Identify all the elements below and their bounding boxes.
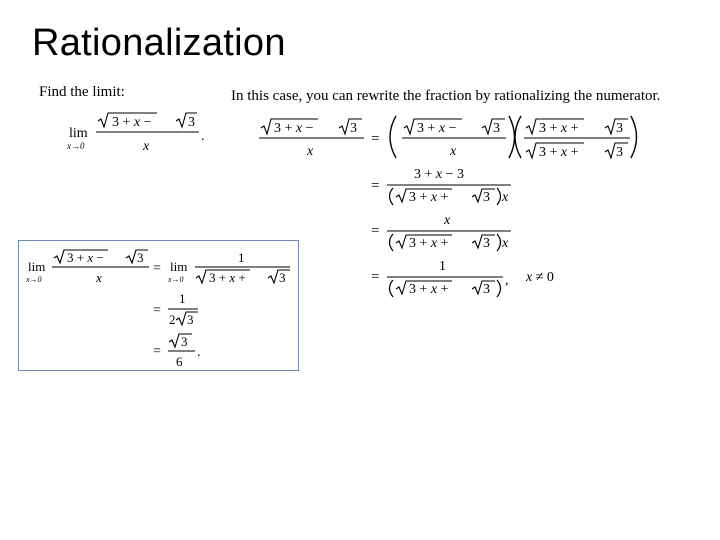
svg-text:3: 3: [483, 282, 490, 297]
svg-text:x: x: [307, 144, 314, 159]
svg-text:1: 1: [238, 250, 245, 265]
svg-text:x→0: x→0: [168, 275, 184, 284]
svg-text:=: =: [153, 344, 161, 359]
problem-prompt: Find the limit:: [39, 84, 125, 100]
svg-text:x: x: [450, 144, 457, 159]
step-1: [259, 116, 637, 160]
svg-text:=: =: [153, 261, 161, 276]
svg-text:3 + x +: 3 + x +: [409, 190, 449, 205]
svg-text:,: ,: [505, 273, 509, 288]
svg-text:3 + x −: 3 + x −: [67, 250, 104, 265]
problem-num-b: 3: [188, 115, 195, 130]
svg-text:x: x: [502, 190, 509, 205]
svg-text:3 + x +: 3 + x +: [539, 121, 579, 136]
explanation-intro: In this case, you can rewrite the fraction by rationalizing the numerator.: [231, 88, 661, 104]
svg-text:x: x: [96, 270, 102, 285]
svg-text:=: =: [371, 269, 380, 285]
svg-text:lim: lim: [28, 259, 46, 274]
solution-box: [18, 240, 299, 371]
step-1-equals: =: [371, 131, 380, 147]
svg-text:x→0: x→0: [26, 275, 42, 284]
svg-text:1: 1: [439, 259, 446, 274]
svg-text:3: 3: [493, 121, 500, 136]
svg-text:3: 3: [616, 121, 623, 136]
svg-text:3: 3: [616, 145, 623, 160]
step-3: [371, 213, 511, 251]
svg-text:lim: lim: [170, 259, 188, 274]
step-2: [371, 167, 511, 205]
slide-title: Rationalization: [32, 22, 286, 64]
problem-lim: lim: [69, 126, 88, 141]
svg-text:=: =: [371, 178, 380, 194]
svg-text:3 + x −: 3 + x −: [274, 121, 314, 136]
svg-text:2: 2: [169, 312, 176, 327]
step-4: [371, 259, 554, 297]
svg-text:3 + x −: 3 + x −: [417, 121, 457, 136]
svg-text:x ≠ 0: x ≠ 0: [526, 270, 554, 285]
svg-text:x: x: [444, 213, 451, 228]
svg-text:=: =: [153, 303, 161, 318]
svg-text:1: 1: [179, 291, 186, 306]
svg-text:3: 3: [350, 121, 357, 136]
svg-text:=: =: [371, 223, 380, 239]
svg-text:3 + x +: 3 + x +: [409, 282, 449, 297]
svg-text:6: 6: [176, 354, 183, 369]
problem-period: .: [201, 129, 205, 144]
problem-lim-sub: x→0: [67, 141, 85, 151]
svg-text:3 + x +: 3 + x +: [539, 145, 579, 160]
svg-text:.: .: [197, 345, 201, 360]
svg-text:3: 3: [279, 270, 286, 285]
svg-text:3: 3: [483, 236, 490, 251]
svg-text:3 + x +: 3 + x +: [409, 236, 449, 251]
svg-text:3: 3: [181, 334, 188, 349]
svg-text:x: x: [502, 236, 509, 251]
problem-num-a: 3 + x −: [112, 115, 152, 130]
problem-expression: [66, 113, 205, 154]
svg-text:3 + x − 3: 3 + x − 3: [414, 167, 465, 182]
svg-text:3 + x +: 3 + x +: [209, 270, 246, 285]
svg-text:3: 3: [187, 312, 194, 327]
problem-denominator: x: [143, 139, 150, 154]
svg-text:3: 3: [137, 250, 144, 265]
svg-text:3: 3: [483, 190, 490, 205]
